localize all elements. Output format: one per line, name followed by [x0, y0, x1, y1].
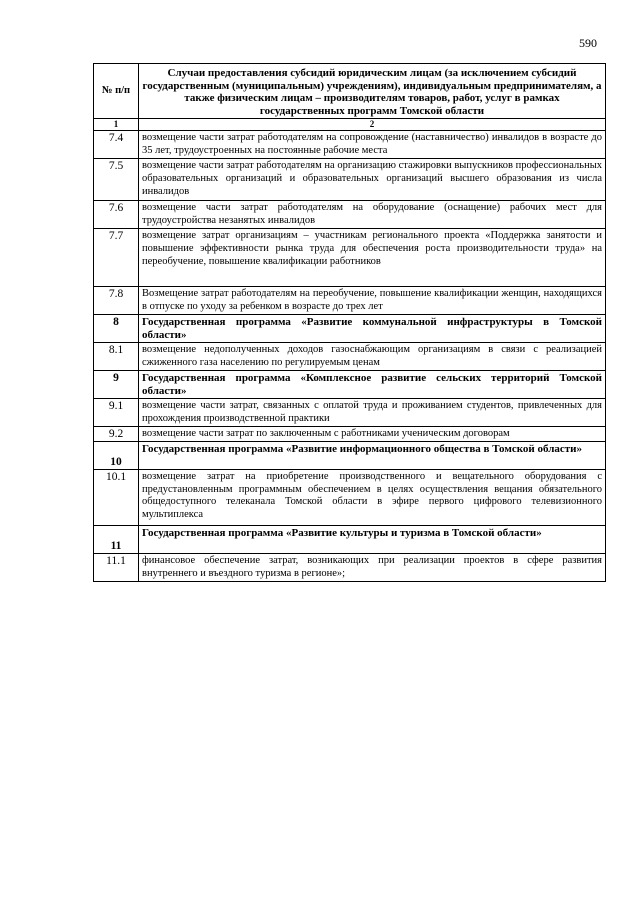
header-title-cell: Случаи предоставления субсидий юридическим лицам (за исключением субсидий государственным (муниципальным) учреждениям), индивидуальным предпринимателям, а также физическим лицам – производителям товаров, работ, услуг в рамках государственных программ Томской области	[139, 64, 606, 119]
row-number: 9.2	[94, 427, 139, 442]
table-header-row	[94, 64, 606, 119]
row-number: 7.7	[94, 229, 139, 287]
row-number: 8.1	[94, 343, 139, 371]
header-number-cell: № п/п	[94, 64, 139, 119]
row-text: возмещение недополученных доходов газоснабжающим организациям в связи с реализацией сжиженного газа населению по регулируемым ценам	[139, 343, 606, 371]
row-text: финансовое обеспечение затрат, возникающих при реализации проектов в сфере развития внутреннего и въездного туризма в регионе»;	[139, 553, 606, 581]
program-row	[94, 371, 606, 399]
row-text: возмещение затрат организациям – участникам регионального проекта «Поддержка занятости и повышение эффективности рынка труда для обеспечения роста производительности труда» на переобучение, повышение квалификации работников	[139, 229, 606, 287]
table-row	[94, 229, 606, 287]
program-title: Государственная программа «Комплексное развитие сельских территорий Томской области»	[139, 371, 606, 399]
page-number: 590	[579, 36, 597, 50]
row-text: возмещение затрат на приобретение производственного и вещательного оборудования с предустановленным программным обеспечением в целях осуществления вещания обязательного общедоступного телеканала Томской области в эфире первого цифрового телевизионного мультиплекса	[139, 469, 606, 525]
column-index-2: 2	[139, 119, 606, 131]
table-row	[94, 427, 606, 442]
subsidy-table	[93, 63, 606, 582]
row-number: 9.1	[94, 399, 139, 427]
program-number: 10	[94, 441, 139, 469]
table-row	[94, 159, 606, 201]
table-row	[94, 553, 606, 581]
program-row	[94, 441, 606, 469]
program-number: 11	[94, 525, 139, 553]
row-text: возмещение части затрат по заключенным с работниками ученическим договорам	[139, 427, 606, 442]
row-text: возмещение части затрат работодателям на оборудование (оснащение) рабочих мест для трудоустройства незанятых инвалидов	[139, 201, 606, 229]
table-row	[94, 201, 606, 229]
row-text: Возмещение затрат работодателям на переобучение, повышение квалификации женщин, находящихся в отпуске по уходу за ребенком в возрасте до трех лет	[139, 287, 606, 315]
program-title: Государственная программа «Развитие культуры и туризма в Томской области»	[139, 525, 606, 553]
program-number: 8	[94, 315, 139, 343]
row-number: 10.1	[94, 469, 139, 525]
table-row	[94, 131, 606, 159]
row-number: 7.8	[94, 287, 139, 315]
column-index-row	[94, 119, 606, 131]
row-number: 7.4	[94, 131, 139, 159]
table-row	[94, 399, 606, 427]
row-number: 7.6	[94, 201, 139, 229]
row-number: 11.1	[94, 553, 139, 581]
table-row	[94, 287, 606, 315]
column-index-1: 1	[94, 119, 139, 131]
program-number: 9	[94, 371, 139, 399]
row-text: возмещение части затрат работодателям на организацию стажировки выпускников профессиональных образовательных организаций и образовательных организаций высшего образования из числа инвалидов	[139, 159, 606, 201]
row-text: возмещение части затрат, связанных с оплатой труда и проживанием студентов, привлеченных для прохождения производственной практики	[139, 399, 606, 427]
program-row	[94, 525, 606, 553]
row-text: возмещение части затрат работодателям на сопровождение (наставничество) инвалидов в возрасте до 35 лет, трудоустроенных на постоянные рабочие места	[139, 131, 606, 159]
table-row	[94, 343, 606, 371]
table-row	[94, 469, 606, 525]
program-row	[94, 315, 606, 343]
program-title: Государственная программа «Развитие информационного общества в Томской области»	[139, 441, 606, 469]
row-number: 7.5	[94, 159, 139, 201]
program-title: Государственная программа «Развитие коммунальной инфраструктуры в Томской области»	[139, 315, 606, 343]
